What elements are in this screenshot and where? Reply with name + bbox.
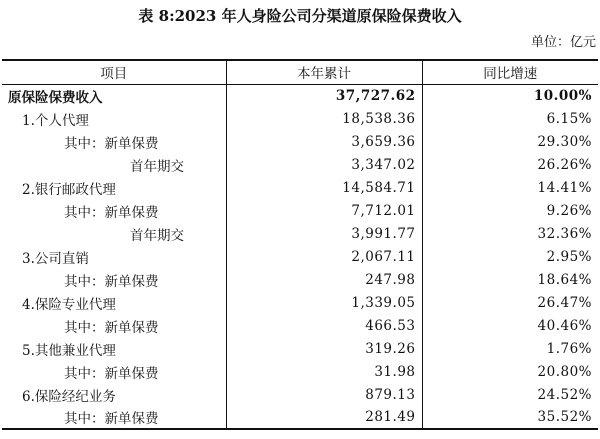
header-item: 项目 [2, 60, 226, 84]
row-growth: 35.52% [422, 406, 598, 429]
row-cumulative: 879.13 [226, 383, 422, 406]
row-label: 2.银行邮政代理 [22, 181, 116, 198]
table-row [2, 406, 598, 429]
table-row-total [2, 84, 598, 107]
row-label: 其中：新单保费 [2, 406, 226, 429]
row-cumulative: 14,584.71 [226, 176, 422, 199]
unit-label: 单位：亿元 [530, 35, 596, 50]
row-label: 4.保险专业代理 [22, 296, 116, 313]
row-cumulative: 31.98 [226, 360, 422, 383]
header-cumulative: 本年累计 [226, 60, 422, 84]
table-row [2, 314, 598, 337]
table-row [2, 245, 598, 268]
table-row [2, 222, 598, 245]
table-row [2, 176, 598, 199]
row-label: 原保险保费收入 [8, 89, 103, 106]
row-growth: 20.80% [422, 360, 598, 383]
row-label: 其中：新单保费 [64, 204, 159, 221]
row-growth: 26.47% [422, 291, 598, 314]
table-row [2, 199, 598, 222]
row-growth: 18.64% [422, 268, 598, 291]
table-title: 表 8:2023 年人身险公司分渠道原保险保费收入 [138, 7, 462, 25]
row-cumulative: 3,991.77 [226, 222, 422, 245]
row-growth: 2.95% [422, 245, 598, 268]
row-label: 首年期交 [130, 227, 184, 244]
row-cumulative: 3,659.36 [226, 130, 422, 153]
table-row [2, 268, 598, 291]
row-label: 其中：新单保费 [64, 319, 159, 336]
row-cumulative: 1,339.05 [226, 291, 422, 314]
row-cumulative: 2,067.11 [226, 245, 422, 268]
row-label: 其中：新单保费 [64, 365, 159, 382]
row-growth: 9.26% [422, 199, 598, 222]
row-growth: 1.76% [422, 337, 598, 360]
row-cumulative: 466.53 [226, 314, 422, 337]
row-label: 首年期交 [130, 158, 184, 175]
row-cumulative: 18,538.36 [226, 107, 422, 130]
row-growth: 10.00% [422, 84, 598, 107]
table-row [2, 107, 598, 130]
row-label: 5.其他兼业代理 [22, 342, 116, 359]
row-growth: 26.26% [422, 153, 598, 176]
table-row [2, 360, 598, 383]
row-growth: 29.30% [422, 130, 598, 153]
row-label: 1.个人代理 [22, 112, 89, 129]
header-row [2, 60, 598, 84]
premium-income-table [2, 59, 598, 430]
row-growth: 14.41% [422, 176, 598, 199]
row-label: 其中：新单保费 [64, 273, 159, 290]
row-growth: 24.52% [422, 383, 598, 406]
row-growth: 40.46% [422, 314, 598, 337]
header-growth: 同比增速 [422, 60, 598, 84]
row-cumulative: 3,347.02 [226, 153, 422, 176]
table-row [2, 337, 598, 360]
row-label: 3.公司直销 [22, 250, 89, 267]
row-cumulative: 7,712.01 [226, 199, 422, 222]
table-row [2, 130, 598, 153]
row-growth: 32.36% [422, 222, 598, 245]
table-row [2, 153, 598, 176]
row-growth: 6.15% [422, 107, 598, 130]
row-label: 6.保险经纪业务 [22, 388, 116, 405]
row-cumulative: 37,727.62 [226, 84, 422, 107]
table-row [2, 383, 598, 406]
table-row [2, 291, 598, 314]
row-label: 其中：新单保费 [64, 135, 159, 152]
row-cumulative: 247.98 [226, 268, 422, 291]
row-cumulative: 281.49 [226, 406, 422, 429]
row-cumulative: 319.26 [226, 337, 422, 360]
